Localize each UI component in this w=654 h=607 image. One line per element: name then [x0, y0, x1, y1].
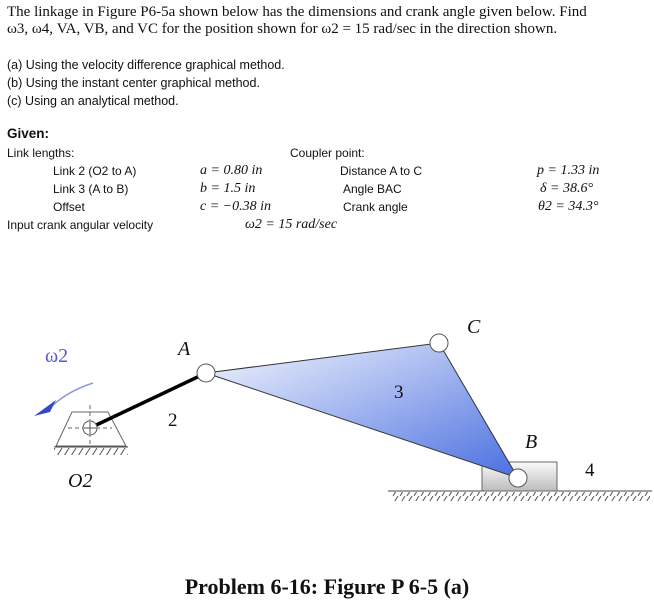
link4-number: 4: [585, 460, 595, 481]
point-b-label: B: [525, 431, 538, 453]
coupler-point-label: Coupler point:: [290, 146, 365, 160]
link3-label: Link 3 (A to B): [53, 182, 129, 196]
part-c: (c) Using an analytical method.: [7, 94, 179, 108]
problem-statement-line1: The linkage in Figure P6-5a shown below has the dimensions and crank angle given below. Find: [7, 4, 587, 20]
link3-number: 3: [394, 382, 404, 403]
distance-ac-label: Distance A to C: [340, 164, 423, 178]
rotation-arrow-icon: [34, 383, 93, 416]
angle-bac-label: Angle BAC: [343, 182, 402, 196]
coupler-link3: [206, 343, 518, 478]
link2-number: 2: [168, 410, 178, 431]
input-velocity-value: ω2 = 15 rad/sec: [245, 217, 338, 232]
crank-link2: [90, 373, 206, 428]
ground-floor: [388, 491, 652, 501]
problem-statement-line2: ω3, ω4, VA, VB, and VC for the position shown for ω2 = 15 rad/sec in the direction shown.: [7, 21, 558, 37]
angle-bac-value: δ = 38.6°: [540, 181, 594, 196]
link-lengths-label: Link lengths:: [7, 146, 75, 160]
link2-label: Link 2 (O2 to A): [53, 164, 137, 178]
crank-angle-value: θ2 = 34.3°: [538, 199, 599, 214]
joint-c: [430, 334, 448, 352]
point-o2-label: O2: [68, 470, 93, 492]
given-heading: Given:: [7, 126, 50, 141]
joint-b: [509, 469, 527, 487]
joint-a: [197, 364, 215, 382]
offset-label: Offset: [53, 200, 85, 214]
point-a-label: A: [178, 338, 191, 360]
crank-angle-label: Crank angle: [343, 200, 408, 214]
omega2-label: ω2: [45, 345, 69, 367]
distance-ac-value: p = 1.33 in: [537, 163, 600, 178]
part-b: (b) Using the instant center graphical method.: [7, 76, 260, 90]
offset-value: c = −0.38 in: [200, 199, 271, 214]
figure-caption: Problem 6-16: Figure P 6-5 (a): [184, 574, 470, 599]
part-a: (a) Using the velocity difference graphical method.: [7, 58, 285, 72]
link3-value: b = 1.5 in: [200, 181, 256, 196]
point-c-label: C: [467, 316, 481, 338]
input-velocity-label: Input crank angular velocity: [7, 218, 154, 232]
link2-value: a = 0.80 in: [200, 163, 263, 178]
